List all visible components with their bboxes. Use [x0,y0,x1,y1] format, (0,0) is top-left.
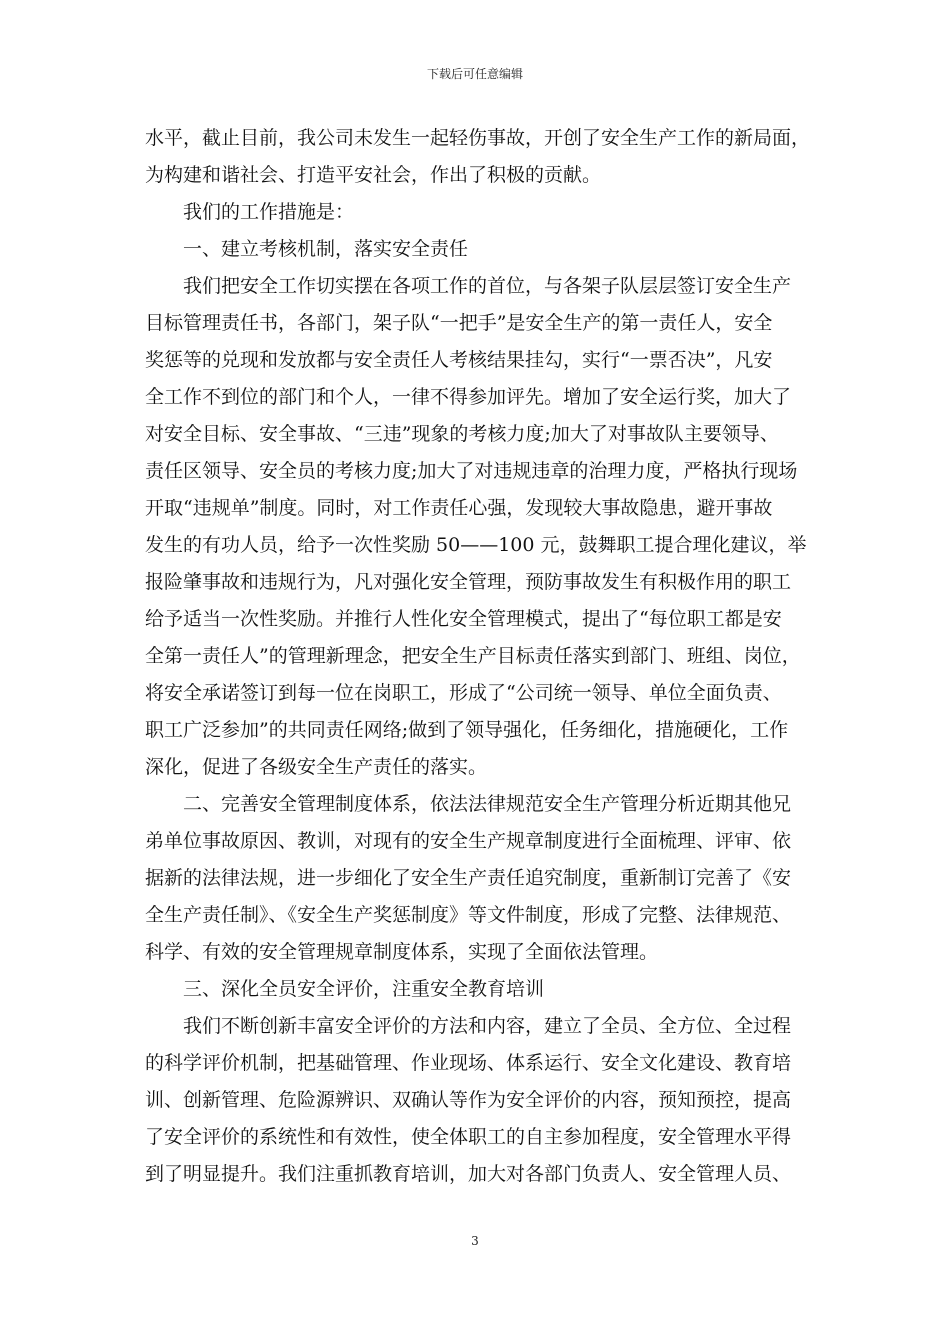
text-line: 为构建和谐社会、打造平安社会，作出了积极的贡献。 [145,164,602,186]
text-line: 我们把安全工作切实摆在各项工作的首位，与各架子队层层签订安全生产 [183,275,792,297]
text-line: 责任区领导、安全员的考核力度;加大了对违规违章的治理力度，严格执行现场 [145,460,798,482]
text-line: 职工广泛参加”的共同责任网络;做到了领导强化，任务细化，措施硬化，工作 [145,719,789,741]
text-line: 全生产责任制》、《安全生产奖惩制度》等文件制度，形成了完整、法律规范、 [145,904,792,926]
text-line: 我们的工作措施是： [183,201,355,223]
text-line: 深化，促进了各级安全生产责任的落实。 [145,756,488,778]
document-body [145,120,835,1193]
text-line: 的科学评价机制，把基础管理、作业现场、体系运行、安全文化建设、教育培 [145,1052,792,1074]
text-line: 弟单位事故原因、教训，对现有的安全生产规章制度进行全面梳理、评审、依 [145,830,792,852]
section-heading: 三、深化全员安全评价，注重安全教育培训 [183,978,545,1000]
text-line: 目标管理责任书，各部门，架子队“一把手”是安全生产的第一责任人，安全 [145,312,773,334]
text-line: 到了明显提升。我们注重抓教育培训，加大对各部门负责人、安全管理人员、 [145,1163,792,1185]
text-line: 据新的法律法规，进一步细化了安全生产责任追究制度，重新制订完善了《安 [145,867,792,889]
text-line: 报险肇事故和违规行为，凡对强化安全管理，预防事故发生有积极作用的职工 [145,571,792,593]
section-heading: 一、建立考核机制，落实安全责任 [183,238,469,260]
text-line: 训、创新管理、危险源辨识、双确认等作为安全评价的内容，预知预控，提高 [145,1089,792,1111]
text-line: 将安全承诺签订到每一位在岗职工，形成了“公司统一领导、单位全面负责、 [145,682,782,704]
text-line: 全工作不到位的部门和个人，一律不得参加评先。增加了安全运行奖，加大了 [145,386,792,408]
text-line: 对安全目标、安全事故、“三违”现象的考核力度;加大了对事故队主要领导、 [145,423,779,445]
page-header: 下载后可任意编辑 [426,67,523,81]
text-line: 开取“违规单”制度。同时，对工作责任心强，发现较大事故隐患，避开事故 [145,497,773,519]
text-line: 科学、有效的安全管理规章制度体系，实现了全面依法管理。 [145,941,659,963]
text-line: 发生的有功人员，给予一次性奖励 50——100 元，鼓舞职工提合理化建议，举 [145,534,807,556]
text-line: 水平，截止目前，我公司未发生一起轻伤事故，开创了安全生产工作的新局面， [145,127,811,149]
text-line: 我们不断创新丰富安全评价的方法和内容，建立了全员、全方位、全过程 [183,1015,792,1037]
text-line: 给予适当一次性奖励。并推行人性化安全管理模式，提出了“每位职工都是安 [145,608,782,630]
section-heading: 二、完善安全管理制度体系，依法法律规范安全生产管理分析近期其他兄 [183,793,792,815]
page-number: 3 [471,1234,479,1248]
text-line: 了安全评价的系统性和有效性，使全体职工的自主参加程度，安全管理水平得 [145,1126,792,1148]
text-line: 全第一责任人”的管理新理念，把安全生产目标责任落实到部门、班组、岗位， [145,645,801,667]
text-line: 奖惩等的兑现和发放都与安全责任人考核结果挂勾，实行“一票否决”，凡安 [145,349,773,371]
